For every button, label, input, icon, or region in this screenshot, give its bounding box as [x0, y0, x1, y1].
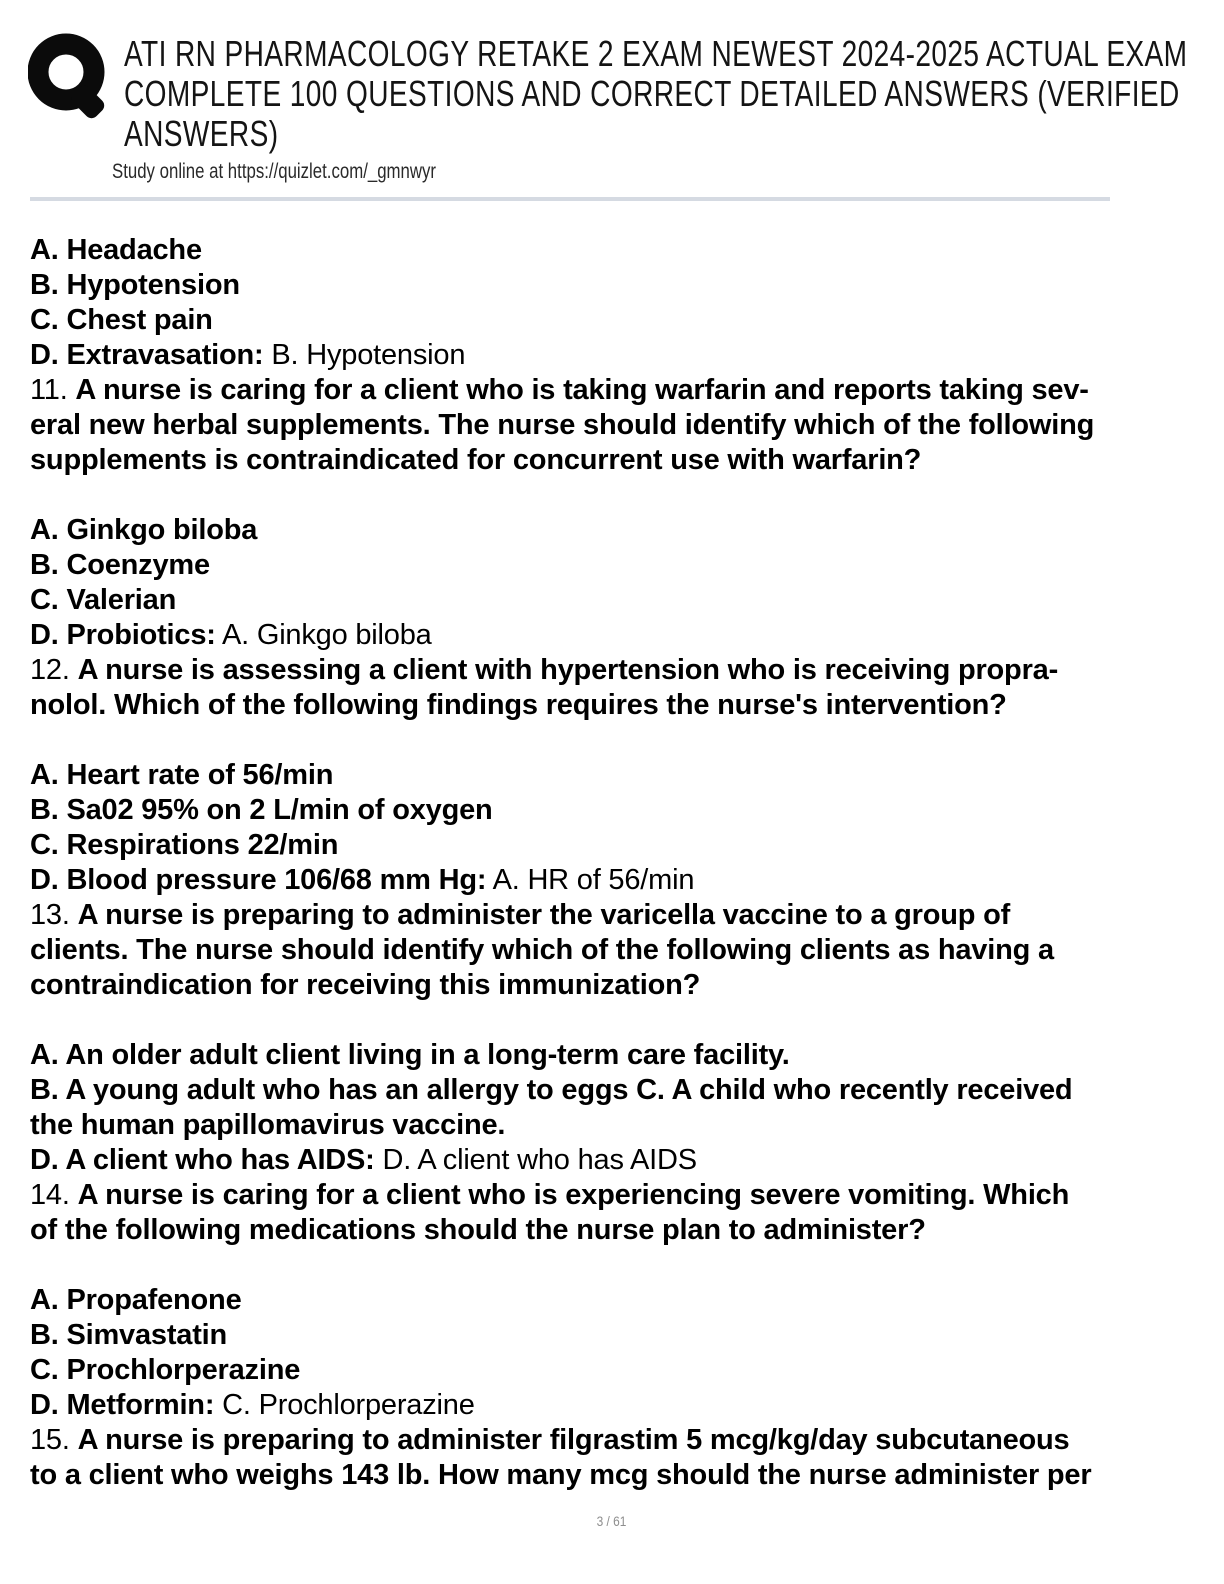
question-option-text: C. Respirations 22/min [30, 829, 339, 861]
question-option-text: D. Metformin: [30, 1389, 215, 1421]
answer-text: B. Hypotension [263, 339, 466, 371]
text-line [30, 1108, 1194, 1143]
text-line [30, 338, 1194, 373]
page-footer [0, 1513, 1224, 1531]
text-line [30, 758, 1194, 793]
text-line [30, 793, 1194, 828]
text-line [30, 828, 1194, 863]
question-option-text: C. Valerian [30, 584, 177, 616]
blank-line [30, 1003, 1194, 1038]
text-line [30, 1353, 1194, 1388]
text-line [30, 1283, 1194, 1318]
title-line-3: ANSWERS) [124, 113, 279, 154]
question-option-text: B. Hypotension [30, 269, 240, 301]
question-option-text: the human papillomavirus vaccine. [30, 1109, 506, 1141]
answer-text: A. Ginkgo biloba [215, 619, 432, 651]
text-line [30, 688, 1194, 723]
question-option-text: A. An older adult client living in a long-term care facility. [30, 1039, 790, 1071]
question-option-text: to a client who weighs 143 lb. How many mcg should the nurse administer per [30, 1459, 1092, 1491]
text-line [30, 968, 1194, 1003]
question-option-text: A. Headache [30, 234, 202, 266]
text-line [30, 408, 1194, 443]
text-line [30, 513, 1194, 548]
question-option-text: A nurse is caring for a client who is experiencing severe vomiting. Which [77, 1179, 1070, 1211]
text-line [30, 443, 1194, 478]
header-divider [30, 197, 1110, 201]
title-line-2: COMPLETE 100 QUESTIONS AND CORRECT DETAILED ANSWERS (VERIFIED [124, 73, 1180, 114]
question-option-text: A nurse is preparing to administer the varicella vaccine to a group of [77, 899, 1011, 931]
text-line [30, 863, 1194, 898]
question-option-text: A. Ginkgo biloba [30, 514, 258, 546]
question-option-text: A nurse is caring for a client who is taking warfarin and reports taking sev- [75, 374, 1089, 406]
blank-line [30, 478, 1194, 513]
text-line [30, 373, 1194, 408]
text-line [30, 268, 1194, 303]
text-line [30, 548, 1194, 583]
text-line [30, 1318, 1194, 1353]
question-option-text: D. A client who has AIDS: [30, 1144, 375, 1176]
answer-text: D. A client who has AIDS [374, 1144, 697, 1176]
question-option-text: A. Heart rate of 56/min [30, 759, 334, 791]
text-line [30, 1458, 1194, 1493]
question-option-text: nolol. Which of the following findings requires the nurse's intervention? [30, 689, 1007, 721]
blank-line [30, 1248, 1194, 1283]
content-lines [30, 233, 1194, 1493]
text-line [30, 1213, 1194, 1248]
text-line [30, 898, 1194, 933]
blank-line [30, 723, 1194, 758]
answer-text: 13. [30, 899, 78, 931]
text-line [30, 233, 1194, 268]
text-line [30, 1388, 1194, 1423]
text-line [30, 653, 1194, 688]
question-option-text: D. Extravasation: [30, 339, 264, 371]
question-option-text: B. Simvastatin [30, 1319, 228, 1351]
answer-text: 15. [30, 1424, 78, 1456]
page-number: 3 / 61 [597, 1513, 627, 1529]
title-line-1: ATI RN PHARMACOLOGY RETAKE 2 EXAM NEWEST 2024-2025 ACTUAL EXAM [124, 33, 1188, 74]
answer-text: 11. [30, 374, 76, 406]
answer-text: C. Prochlorperazine [214, 1389, 475, 1421]
question-option-text: D. Probiotics: [30, 619, 216, 651]
text-line [30, 1423, 1194, 1458]
document-title [124, 34, 1224, 154]
text-line [30, 303, 1194, 338]
question-option-text: B. Coenzyme [30, 549, 210, 581]
answer-text: A. HR of 56/min [486, 864, 695, 896]
question-option-text: of the following medications should the nurse plan to administer? [30, 1214, 926, 1246]
question-option-text: C. Chest pain [30, 304, 213, 336]
question-option-text: D. Blood pressure 106/68 mm Hg: [30, 864, 487, 896]
question-option-text: B. Sa02 95% on 2 L/min of oxygen [30, 794, 493, 826]
question-option-text: C. Prochlorperazine [30, 1354, 301, 1386]
question-option-text: clients. The nurse should identify which of the following clients as having a [30, 934, 1054, 966]
text-line [30, 583, 1194, 618]
text-line [30, 1143, 1194, 1178]
text-line [30, 1073, 1194, 1108]
question-option-text: A nurse is preparing to administer filgrastim 5 mcg/kg/day subcutaneous [77, 1424, 1070, 1456]
text-line [30, 933, 1194, 968]
text-line [30, 1038, 1194, 1073]
text-line [30, 1178, 1194, 1213]
question-option-text: supplements is contraindicated for concurrent use with warfarin? [30, 444, 922, 476]
answer-text: 12. [30, 654, 78, 686]
study-online-link[interactable]: Study online at https://quizlet.com/_gmnwyr [112, 160, 437, 183]
question-option-text: B. A young adult who has an allergy to eggs C. A child who recently received [30, 1074, 1073, 1106]
text-line [30, 618, 1194, 653]
question-option-text: A nurse is assessing a client with hypertension who is receiving propra- [77, 654, 1059, 686]
question-option-text: A. Propafenone [30, 1284, 242, 1316]
question-option-text: eral new herbal supplements. The nurse should identify which of the following [30, 409, 1095, 441]
answer-text: 14. [30, 1179, 78, 1211]
quizlet-q-logo-icon [28, 26, 108, 126]
question-option-text: contraindication for receiving this immunization? [30, 969, 701, 1001]
